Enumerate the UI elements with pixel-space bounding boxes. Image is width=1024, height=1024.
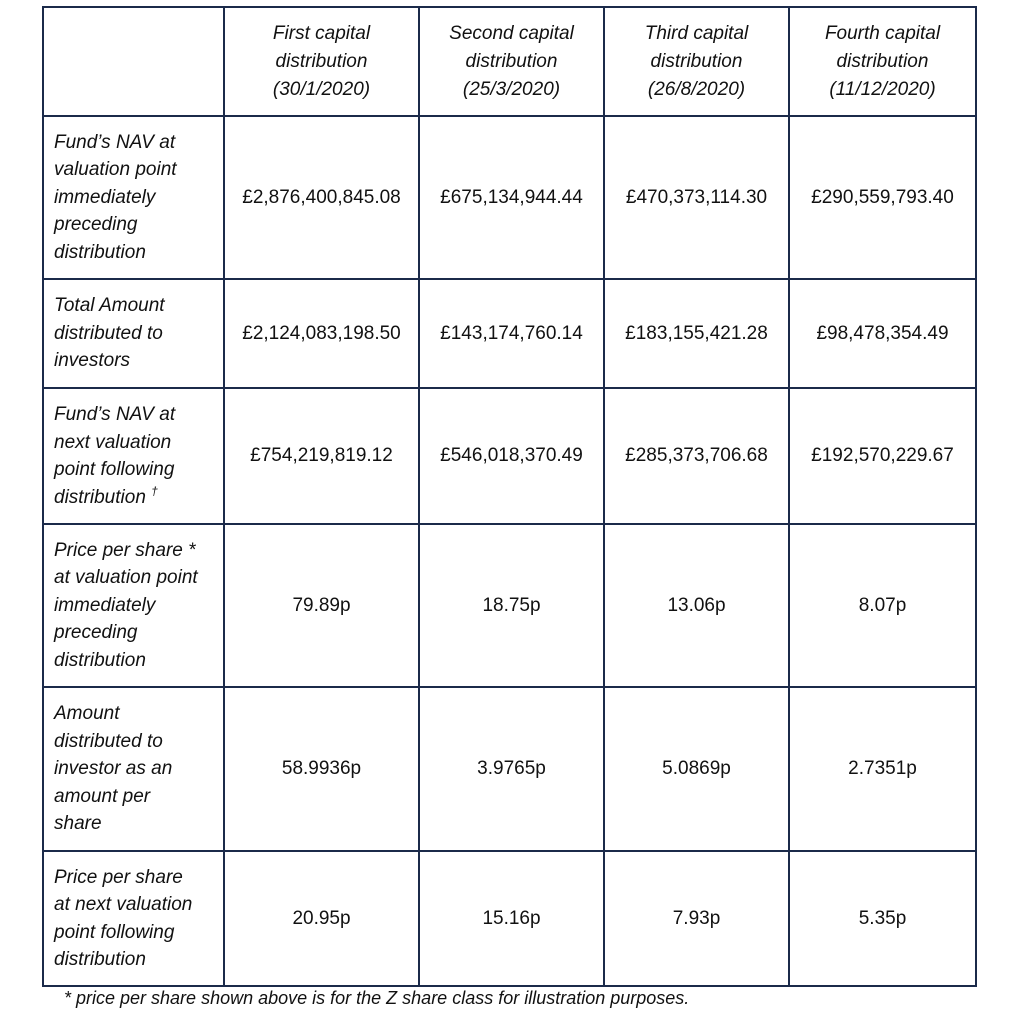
row-label-line: Price per share	[54, 866, 183, 888]
row-label-line: distributed to	[54, 730, 163, 752]
table-cell: £675,134,944.44	[419, 116, 604, 279]
row-label-line: preceding	[54, 214, 138, 236]
row-label-line: point following	[54, 921, 175, 943]
row-label-line: preceding	[54, 622, 138, 644]
table-cell: £143,174,760.14	[419, 279, 604, 388]
table-cell: 15.16p	[419, 851, 604, 986]
table-cell: 18.75p	[419, 524, 604, 687]
table-cell: £183,155,421.28	[604, 279, 789, 388]
row-label	[43, 851, 224, 986]
table-cell: 79.89p	[224, 524, 419, 687]
row-label-line: share	[54, 813, 102, 835]
row-label-line: Price per share *	[54, 539, 196, 561]
table-row-nav-preceding	[43, 116, 976, 279]
dagger-footnote-mark: †	[151, 484, 158, 499]
footnote: * price per share shown above is for the Z share class for illustration purposes.	[64, 988, 690, 1008]
header-line: Second capital	[449, 22, 574, 44]
row-label-line: Amount	[54, 703, 120, 725]
table-header-row	[43, 7, 976, 116]
table-cell: £290,559,793.40	[789, 116, 976, 279]
table-cell: 5.0869p	[604, 687, 789, 851]
header-line: (26/8/2020)	[647, 78, 746, 100]
table-cell: 5.35p	[789, 851, 976, 986]
table-row-price-preceding	[43, 524, 976, 687]
column-header-second	[419, 7, 604, 116]
table-cell: £546,018,370.49	[419, 388, 604, 524]
table-cell: 13.06p	[604, 524, 789, 687]
row-label-line: Total Amount	[54, 295, 165, 317]
header-line: distribution	[275, 50, 368, 72]
column-header-third	[604, 7, 789, 116]
row-label	[43, 279, 224, 388]
table-cell: £754,219,819.12	[224, 388, 419, 524]
row-label-line: immediately	[54, 186, 156, 208]
row-label-line	[54, 484, 219, 512]
row-label-line: valuation point	[54, 159, 177, 181]
row-label-line: Fund’s NAV at	[54, 404, 176, 425]
table-cell: 2.7351p	[789, 687, 976, 851]
table-row-amount-per-share	[43, 687, 976, 851]
row-label-line: amount per	[54, 785, 151, 807]
header-empty-cell	[43, 7, 224, 116]
table-row-total-distributed	[43, 279, 976, 388]
row-label-line: distribution	[54, 649, 146, 671]
row-label-line: at valuation point	[54, 567, 198, 589]
table-cell: £470,373,114.30	[604, 116, 789, 279]
row-label	[43, 388, 224, 524]
table-cell: £98,478,354.49	[789, 279, 976, 388]
table-cell: £285,373,706.68	[604, 388, 789, 524]
row-label-text: distribution	[54, 486, 146, 508]
row-label-line: point following	[54, 459, 175, 480]
row-label-line: investor as an	[54, 758, 173, 780]
row-label	[43, 116, 224, 279]
header-line: Third capital	[644, 22, 749, 44]
row-label-line: immediately	[54, 594, 156, 616]
row-label-line: distribution	[54, 241, 146, 263]
row-label-line: Fund’s NAV at	[54, 131, 176, 153]
column-header-fourth	[789, 7, 976, 116]
table-cell: £2,124,083,198.50	[224, 279, 419, 388]
header-line: distribution	[465, 50, 558, 72]
table-cell: 3.9765p	[419, 687, 604, 851]
table-cell: 7.93p	[604, 851, 789, 986]
row-label-line: distribution	[54, 949, 146, 970]
table-row-nav-following	[43, 388, 976, 524]
row-label-line: investors	[54, 350, 131, 372]
header-line: distribution	[650, 50, 743, 72]
row-label-line: at next valuation	[54, 894, 193, 915]
header-line: (30/1/2020)	[272, 78, 371, 100]
header-line: (25/3/2020)	[462, 78, 561, 100]
row-label-line: next valuation	[54, 431, 172, 453]
header-line: distribution	[836, 50, 929, 72]
row-label	[43, 524, 224, 687]
table-cell: 20.95p	[224, 851, 419, 986]
row-label-line: distributed to	[54, 322, 163, 344]
table-cell: 8.07p	[789, 524, 976, 687]
capital-distribution-table	[42, 6, 977, 987]
header-line: First capital	[272, 22, 371, 44]
row-label	[43, 687, 224, 851]
header-line: Fourth capital	[824, 22, 941, 44]
table-cell: 58.9936p	[224, 687, 419, 851]
table-cell: £192,570,229.67	[789, 388, 976, 524]
column-header-first	[224, 7, 419, 116]
table-row-price-following	[43, 851, 976, 986]
header-line: (11/12/2020)	[829, 78, 936, 100]
table-cell: £2,876,400,845.08	[224, 116, 419, 279]
